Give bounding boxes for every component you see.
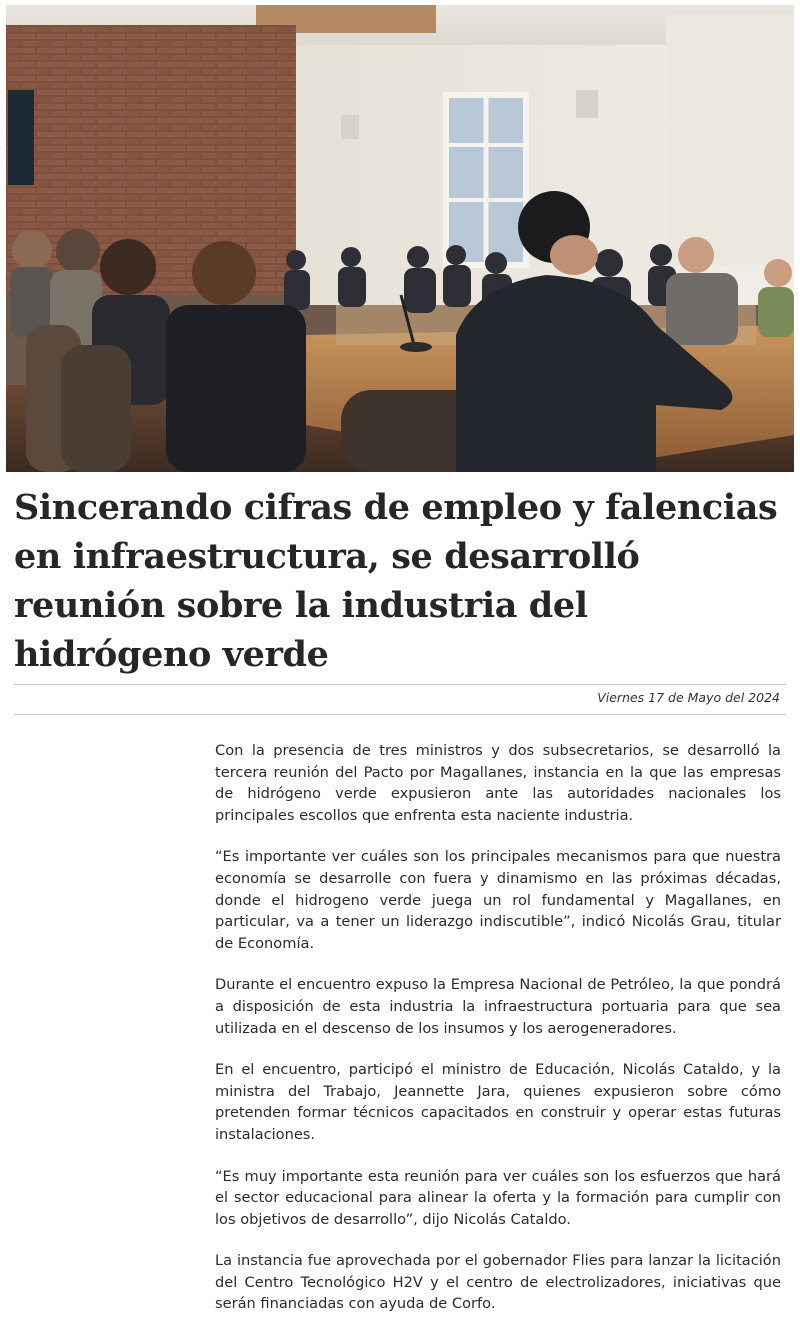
article-paragraph: La instancia fue aprovechada por el gobernador Flies para lanzar la licitación del Centro Tecnológico H2V y el centro de electrolizadores, iniciativas que serán financiadas con ayuda de Corfo.	[215, 1252, 781, 1313]
article-paragraph: Con la presencia de tres ministros y dos subsecretarios, se desarrolló la tercera reunión del Pacto por Magallanes, instancia en la que las empresas de hidrógeno verde expusieron ante las autoridades nacionales los principales escollos que enfrenta esta naciente industria.	[215, 742, 781, 824]
article-paragraph: En el encuentro, participó el ministro de Educación, Nicolás Cataldo, y la ministra del Trabajo, Jeannette Jara, quienes expusieron sobre cómo pretenden formar técnicos capacitados en construir y operar estas futuras instalaciones.	[215, 1061, 781, 1143]
article-paragraph: “Es importante ver cuáles son los principales mecanismos para que nuestra economía se desarrolle con fuera y dinamismo en las próximas décadas, donde el hidrogeno verde juega un rol fundamental y Magallanes, en particular, va a tener un liderazgo indiscutible”, indicó Nicolás Grau, titular de Economía.	[215, 848, 781, 952]
article-body	[215, 740, 781, 1335]
hero-photo	[6, 5, 794, 472]
article-paragraph: “Es muy importante esta reunión para ver cuáles son los esfuerzos que hará el sector educacional para alinear la oferta y la formación para cumplir con los objetivos de desarrollo”, dijo Nicolás Cataldo.	[215, 1167, 781, 1228]
meeting-photo-illustration	[6, 5, 794, 472]
article-title: Sincerando cifras de empleo y falencias en infraestructura, se desarrolló reunión sobre la industria del hidrógeno verde	[14, 487, 778, 675]
publish-date: Viernes 17 de Mayo del 2024	[597, 690, 780, 705]
title-divider-top	[14, 684, 786, 685]
title-divider-bottom	[14, 714, 786, 715]
article-paragraph: Durante el encuentro expuso la Empresa Nacional de Petróleo, la que pondrá a disposición de esta industria la infraestructura portuaria para que sea utilizada en el descenso de los insumos y los aerogeneradores.	[215, 976, 781, 1037]
